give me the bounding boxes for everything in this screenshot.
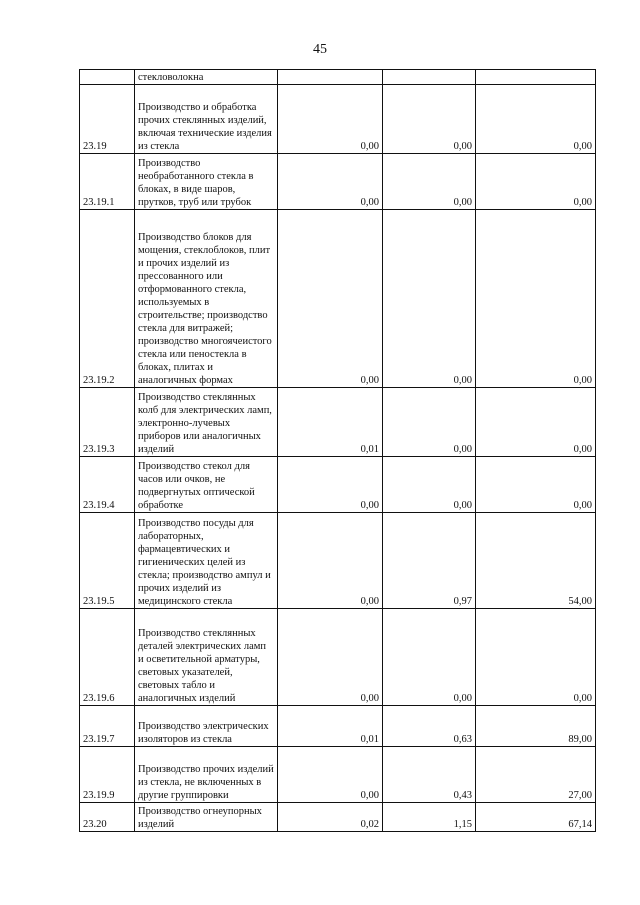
row-value-3: 0,00 [476, 210, 596, 388]
row-value-1 [278, 70, 383, 85]
row-code: 23.19.9 [80, 747, 135, 803]
row-code [80, 70, 135, 85]
row-value-3: 0,00 [476, 154, 596, 210]
row-name: Производство и обработка прочих стеклянных изделий, включая технические изделия из стекла [135, 85, 278, 154]
row-code: 23.19.3 [80, 388, 135, 457]
table-row [80, 85, 596, 154]
row-name: Производство электрических изоляторов из стекла [135, 706, 278, 747]
row-value-1: 0,01 [278, 388, 383, 457]
row-name: Производство стеклянных деталей электрических ламп и осветительной арматуры, световых указателей, световых табло и аналогичных изделий [135, 609, 278, 706]
row-value-2: 0,00 [383, 85, 476, 154]
row-value-2: 0,00 [383, 609, 476, 706]
table-row [80, 747, 596, 803]
row-code: 23.19.6 [80, 609, 135, 706]
row-name: Производство необработанного стекла в блоках, в виде шаров, прутков, труб или трубок [135, 154, 278, 210]
row-name: Производство стекол для часов или очков, не подвергнутых оптической обработке [135, 457, 278, 513]
table-row [80, 457, 596, 513]
row-name: Производство прочих изделий из стекла, не включенных в другие группировки [135, 747, 278, 803]
table-row [80, 70, 596, 85]
table-row [80, 154, 596, 210]
row-code: 23.19 [80, 85, 135, 154]
row-value-2 [383, 70, 476, 85]
row-value-2: 0,97 [383, 513, 476, 609]
table-row [80, 513, 596, 609]
row-value-3: 0,00 [476, 388, 596, 457]
row-code: 23.19.4 [80, 457, 135, 513]
row-code: 23.19.2 [80, 210, 135, 388]
row-value-3: 54,00 [476, 513, 596, 609]
row-value-2: 0,00 [383, 388, 476, 457]
row-value-2: 0,63 [383, 706, 476, 747]
row-value-1: 0,00 [278, 210, 383, 388]
table-row [80, 609, 596, 706]
row-name: Производство стеклянных колб для электрических ламп, электронно-лучевых приборов или аналогичных изделий [135, 388, 278, 457]
row-value-1: 0,00 [278, 747, 383, 803]
row-code: 23.19.1 [80, 154, 135, 210]
table-row [80, 388, 596, 457]
table-row [80, 803, 596, 832]
row-value-3: 0,00 [476, 609, 596, 706]
row-value-2: 0,43 [383, 747, 476, 803]
row-code: 23.19.7 [80, 706, 135, 747]
table-row [80, 706, 596, 747]
row-name: Производство посуды для лабораторных, фармацевтических и гигиенических целей из стекла; производство ампул и прочих изделий из медицинского стекла [135, 513, 278, 609]
table-row [80, 210, 596, 388]
row-value-1: 0,02 [278, 803, 383, 832]
row-value-1: 0,00 [278, 154, 383, 210]
row-value-3: 67,14 [476, 803, 596, 832]
row-value-1: 0,00 [278, 85, 383, 154]
row-code: 23.20 [80, 803, 135, 832]
row-value-3: 89,00 [476, 706, 596, 747]
row-value-2: 1,15 [383, 803, 476, 832]
row-value-1: 0,00 [278, 513, 383, 609]
row-value-2: 0,00 [383, 210, 476, 388]
row-name: Производство огнеупорных изделий [135, 803, 278, 832]
row-value-3 [476, 70, 596, 85]
table-body [80, 70, 596, 832]
row-value-1: 0,00 [278, 609, 383, 706]
row-value-2: 0,00 [383, 457, 476, 513]
row-value-1: 0,00 [278, 457, 383, 513]
data-table [79, 69, 596, 832]
row-value-2: 0,00 [383, 154, 476, 210]
row-value-3: 27,00 [476, 747, 596, 803]
page-number: 45 [313, 42, 327, 57]
row-value-3: 0,00 [476, 457, 596, 513]
row-value-1: 0,01 [278, 706, 383, 747]
row-code: 23.19.5 [80, 513, 135, 609]
row-name: стекловолокна [135, 70, 278, 85]
row-value-3: 0,00 [476, 85, 596, 154]
row-name: Производство блоков для мощения, стеклоблоков, плит и прочих изделий из прессованного или отформованного стекла, используемых в строительстве; производство стекла для витражей; производство многоячеистого стекла или пеностекла в блоках, плитах и аналогичных формах [135, 210, 278, 388]
